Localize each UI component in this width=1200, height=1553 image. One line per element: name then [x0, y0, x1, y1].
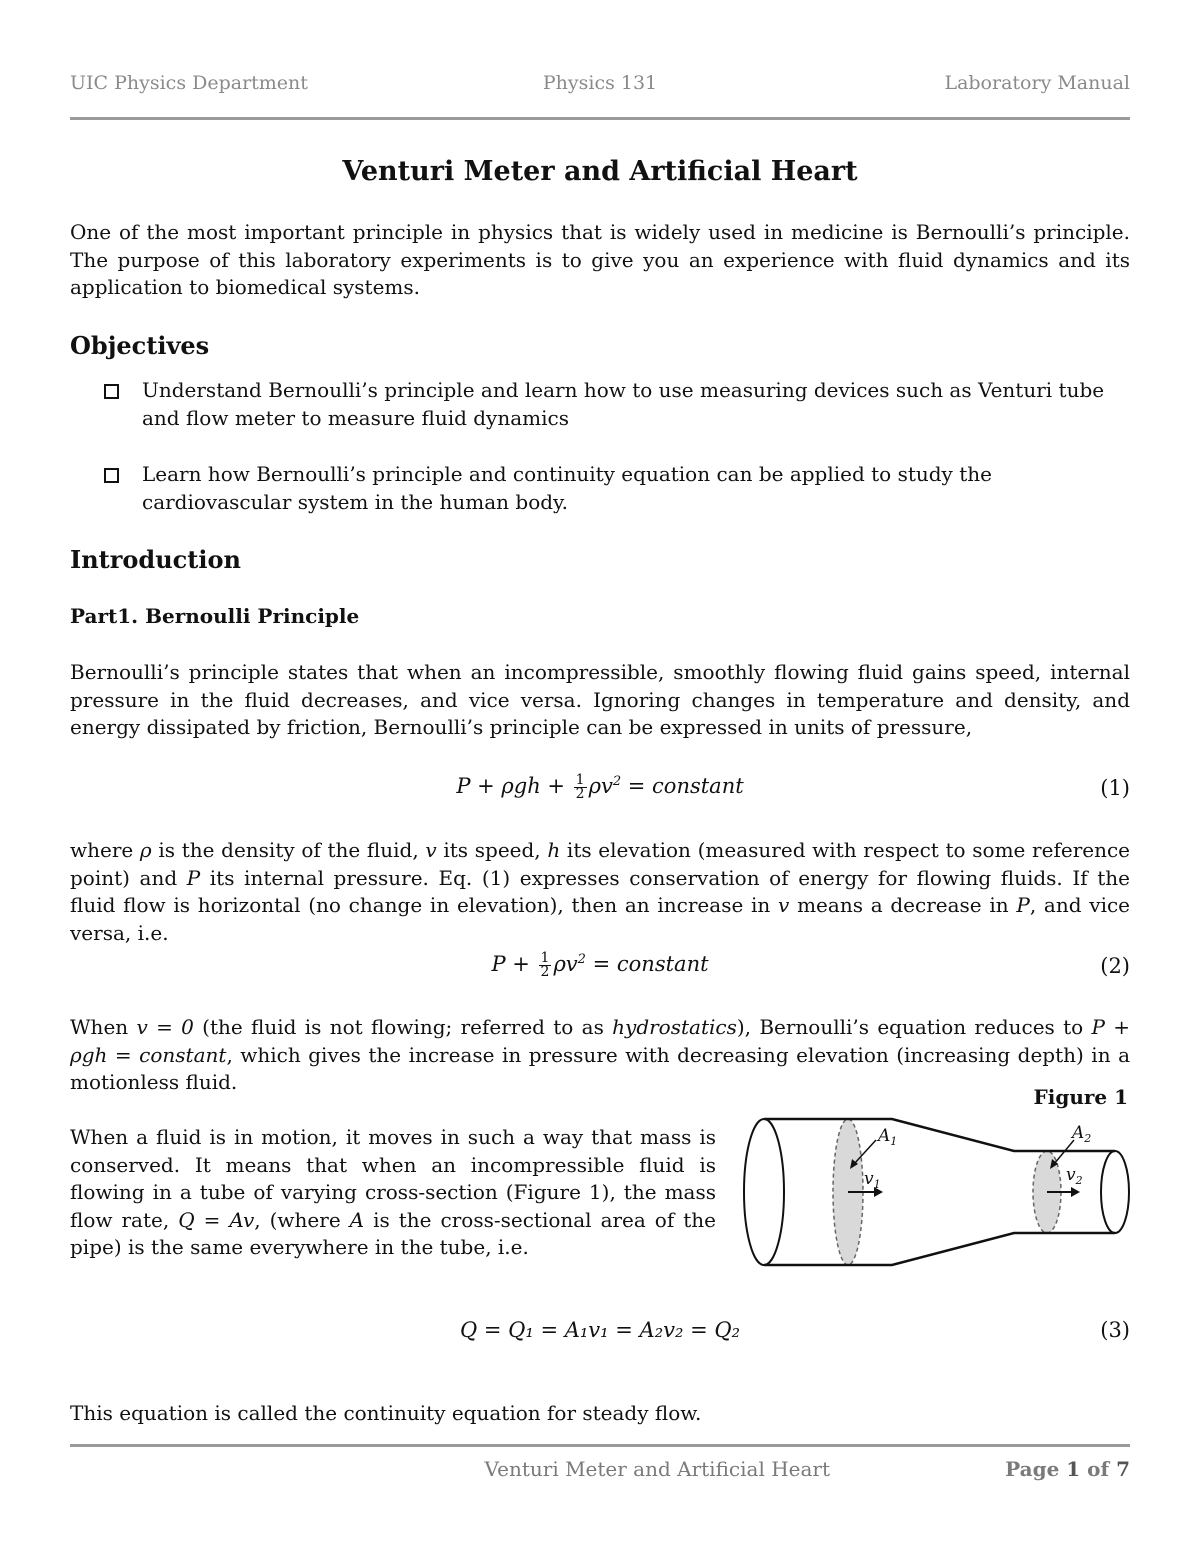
footer-title: Venturi Meter and Artificial Heart	[484, 1457, 830, 1481]
text-run: its elevation (measured with respect to some reference point) and	[70, 838, 1131, 890]
inline-math: P + ρgh = constant	[70, 1015, 1131, 1067]
label-a2: $A_2$	[1072, 1123, 1092, 1145]
equation-2	[0, 952, 1200, 979]
header-course: Physics 131	[542, 72, 658, 94]
text-run: , and vice versa, i.e.	[70, 893, 1131, 945]
label-v1: $v_1$	[864, 1169, 881, 1191]
label-v2: $v_2$	[1066, 1165, 1083, 1187]
footer-divider	[70, 1444, 1130, 1447]
text-run: , which gives the increase in pressure with decreasing elevation (increasing depth) in a motionless fluid.	[70, 1042, 1130, 1094]
text-run: When	[70, 1015, 137, 1039]
eq1-right: ρv	[588, 774, 613, 798]
figure-1-label: Figure 1	[1033, 1085, 1128, 1109]
eq2-end: = constant	[585, 952, 709, 976]
tube-right-opening	[1101, 1151, 1129, 1233]
inline-math: Q = Av	[178, 1207, 255, 1232]
page-title: Venturi Meter and Artificial Heart	[342, 156, 858, 187]
venturi-tube-figure	[738, 1112, 1133, 1272]
objective-text: Understand Bernoulli’s principle and learn how to use measuring devices such as Venturi tube and flow meter to measure fluid dynamics	[142, 378, 1105, 430]
tube-top-outline	[764, 1119, 1115, 1151]
velocity-arrowhead-2	[1071, 1187, 1080, 1197]
page-of: of	[1080, 1457, 1117, 1481]
eq2-left: P +	[491, 952, 537, 976]
equation-2-number: (2)	[1100, 954, 1130, 978]
part1-heading: Part1. Bernoulli Principle	[70, 604, 360, 628]
continuity-paragraph: This equation is called the continuity equation for steady flow.	[70, 1401, 702, 1425]
checkbox-bullet-icon	[104, 384, 119, 399]
equation-3-number: (3)	[1100, 1318, 1130, 1342]
text-run: means a decrease in	[789, 893, 1017, 917]
page-prefix: Page	[1005, 1457, 1067, 1481]
header-department: UIC Physics Department	[70, 72, 308, 94]
page-total: 7	[1116, 1457, 1130, 1481]
text-run: When a fluid is in motion, it moves in such a way that mass is conserved. It means that when an incompressible fluid is flowing in a tube of varying cross-section (Figure 1), the mass flow rate,	[70, 1125, 716, 1232]
eq2-fraction	[539, 952, 552, 979]
eq2-right: ρv	[553, 952, 578, 976]
symbol-h: h	[547, 838, 561, 862]
text-run: where	[70, 838, 140, 862]
eq1-fraction	[574, 774, 587, 801]
symbol-v: v	[425, 838, 437, 862]
bernoulli-paragraph: Bernoulli’s principle states that when an incompressible, smoothly flowing fluid gains speed, internal pressure in the fluid decreases, and vice versa. Ignoring changes in temperature and density, and energy dissipated by friction, Bernoulli’s principle can be expressed in units of pressure,	[70, 660, 1130, 739]
symbol-rho: ρ	[139, 838, 152, 862]
introduction-heading: Introduction	[70, 545, 241, 574]
symbol-p: P	[1016, 893, 1030, 917]
label-a1: $A_1$	[878, 1126, 898, 1148]
eq1-end: = constant	[621, 774, 744, 798]
eq1-frac-den: 2	[575, 786, 585, 802]
eq1-frac-num: 1	[575, 772, 585, 788]
text-run: ), Bernoulli’s equation reduces to	[736, 1015, 1092, 1039]
page-current: 1	[1066, 1457, 1081, 1481]
objectives-heading: Objectives	[70, 331, 210, 360]
equation-1-number: (1)	[1100, 776, 1130, 800]
inline-math: v = 0	[136, 1015, 194, 1039]
page-number	[1005, 1457, 1130, 1481]
symbol-p: P	[186, 865, 201, 890]
text-run: its internal pressure. Eq. (1) expresses conservation of energy for flowing fluids. If the fluid flow is horizontal (no change in elevation), then an increase in	[70, 865, 1130, 917]
hydrostatics-paragraph	[70, 1014, 1130, 1097]
header-divider	[70, 117, 1130, 120]
equation-1	[0, 774, 1200, 801]
text-run: is the cross-sectional area of the pipe) is the same everywhere in the tube, i.e.	[70, 1207, 716, 1259]
page-header	[70, 72, 1130, 100]
text-run: (the fluid is not flowing; referred to as	[193, 1015, 613, 1039]
text-run: is the density of the fluid,	[151, 838, 426, 862]
equation-3: Q = Q₁ = A₁v₁ = A₂v₂ = Q₂	[459, 1318, 740, 1342]
eq1-left: P + ρgh +	[456, 774, 572, 798]
checkbox-bullet-icon	[104, 468, 119, 483]
eq2-frac-den: 2	[540, 964, 550, 980]
intro-paragraph: One of the most important principle in physics that is widely used in medicine is Bernoulli’s principle. The purpose of this laboratory experiments is to give you an experience with fluid dynamics and its application to biomedical systems.	[70, 220, 1130, 299]
text-run: , (where	[254, 1207, 350, 1232]
header-manual: Laboratory Manual	[944, 72, 1130, 94]
symbol-v: v	[778, 893, 790, 917]
symbol-a: A	[349, 1207, 365, 1232]
eq2-square: 2	[577, 952, 586, 967]
eq2-frac-num: 1	[540, 950, 550, 966]
mass-flow-paragraph	[70, 1124, 716, 1262]
text-run: its speed,	[436, 838, 548, 862]
objective-text: Learn how Bernoulli’s principle and continuity equation can be applied to study the cardiovascular system in the human body.	[142, 462, 992, 514]
eq1-square: 2	[612, 774, 622, 789]
tube-left-opening	[744, 1119, 784, 1265]
emphasis: hydrostatics	[612, 1015, 737, 1039]
variables-paragraph	[70, 837, 1130, 947]
tube-bottom-outline	[764, 1233, 1115, 1265]
